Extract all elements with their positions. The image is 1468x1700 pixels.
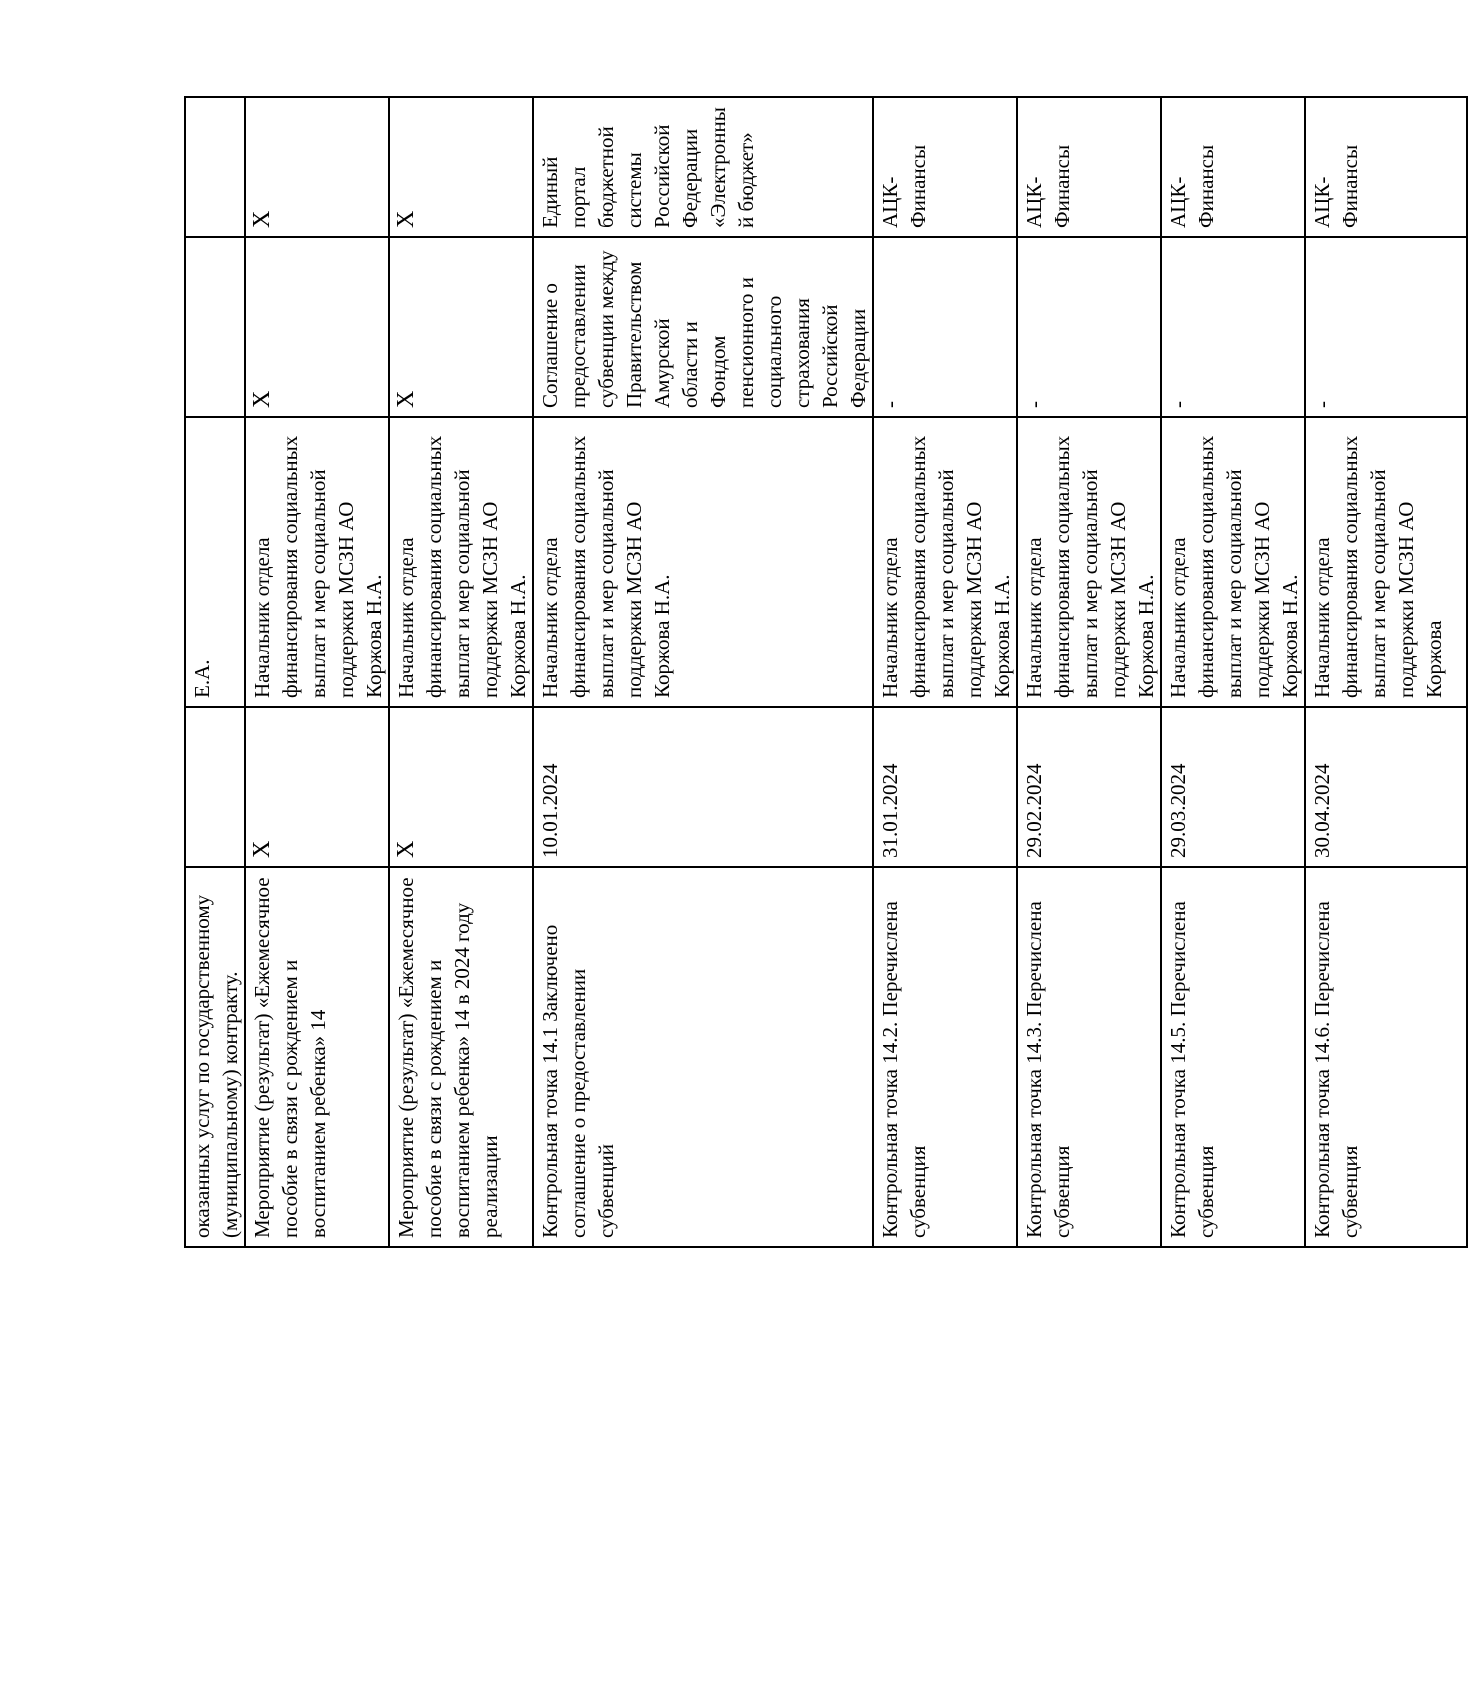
cell-date: 10.01.2024: [533, 707, 873, 867]
cell-document: -: [1305, 237, 1467, 417]
cell-responsible: Начальник отдела финансирования социальных выплат и мер социальной поддержки МСЗН АО Коржова Н.А.: [389, 417, 533, 707]
table-row: [245, 97, 389, 1247]
cell-responsible: Начальник отдела финансирования социальных выплат и мер социальной поддержки МСЗН АО Коржова: [1305, 417, 1467, 707]
table-row: [873, 97, 1017, 1247]
cell-system: АЦК-Финансы: [1017, 97, 1161, 237]
table-row: [389, 97, 533, 1247]
table-row: [1017, 97, 1161, 1247]
cell-date: 29.03.2024: [1161, 707, 1305, 867]
cell-name: оказанных услуг по государственному (муниципальному) контракту.: [185, 867, 245, 1247]
table-row: [533, 97, 873, 1247]
cell-date: Х: [245, 707, 389, 867]
cell-name: Контрольная точка 14.5. Перечислена субвенция: [1161, 867, 1305, 1247]
cell-system: Единый портал бюджетной системы Российской Федерации «Электронный бюджет»: [533, 97, 873, 237]
table-row: [1161, 97, 1305, 1247]
rotated-table-container: [184, 98, 1446, 1248]
cell-document: -: [1161, 237, 1305, 417]
cell-name: Контрольная точка 14.3. Перечислена субвенция: [1017, 867, 1161, 1247]
cell-name: Контрольная точка 14.2. Перечислена субвенция: [873, 867, 1017, 1247]
control-points-table: [184, 96, 1468, 1248]
cell-responsible: Начальник отдела финансирования социальных выплат и мер социальной поддержки МСЗН АО Коржова Н.А.: [1017, 417, 1161, 707]
cell-name: Контрольная точка 14.6. Перечислена субвенция: [1305, 867, 1467, 1247]
table-row: [1305, 97, 1467, 1247]
cell-responsible: Начальник отдела финансирования социальных выплат и мер социальной поддержки МСЗН АО Коржова Н.А.: [245, 417, 389, 707]
cell-date: 30.04.2024: [1305, 707, 1467, 867]
cell-document: Х: [389, 237, 533, 417]
table-row: [185, 97, 245, 1247]
cell-date: Х: [389, 707, 533, 867]
cell-date: 31.01.2024: [873, 707, 1017, 867]
cell-responsible: Начальник отдела финансирования социальных выплат и мер социальной поддержки МСЗН АО Коржова Н.А.: [533, 417, 873, 707]
cell-document: Х: [245, 237, 389, 417]
cell-responsible: Начальник отдела финансирования социальных выплат и мер социальной поддержки МСЗН АО Коржова Н.А.: [873, 417, 1017, 707]
cell-system: АЦК-Финансы: [873, 97, 1017, 237]
cell-document: -: [1017, 237, 1161, 417]
cell-date: [185, 707, 245, 867]
cell-name: Мероприятие (результат) «Ежемесячное пособие в связи с рождением и воспитанием ребенка» 14 в 2024 году реализации: [389, 867, 533, 1247]
cell-system: АЦК-Финансы: [1161, 97, 1305, 237]
cell-system: Х: [389, 97, 533, 237]
cell-responsible: Е.А.: [185, 417, 245, 707]
cell-date: 29.02.2024: [1017, 707, 1161, 867]
cell-name: Мероприятие (результат) «Ежемесячное пособие в связи с рождением и воспитанием ребенка» 14: [245, 867, 389, 1247]
cell-document: Соглашение о предоставлении субвенции между Правительством Амурской области и Фондом пенсионного и социального страхования Российской Федерации: [533, 237, 873, 417]
cell-name: Контрольная точка 14.1 Заключено соглашение о предоставлении субвенций: [533, 867, 873, 1247]
cell-system: [185, 97, 245, 237]
cell-system: АЦК-Финансы: [1305, 97, 1467, 237]
cell-responsible: Начальник отдела финансирования социальных выплат и мер социальной поддержки МСЗН АО Коржова Н.А.: [1161, 417, 1305, 707]
cell-system: Х: [245, 97, 389, 237]
cell-document: [185, 237, 245, 417]
cell-document: -: [873, 237, 1017, 417]
